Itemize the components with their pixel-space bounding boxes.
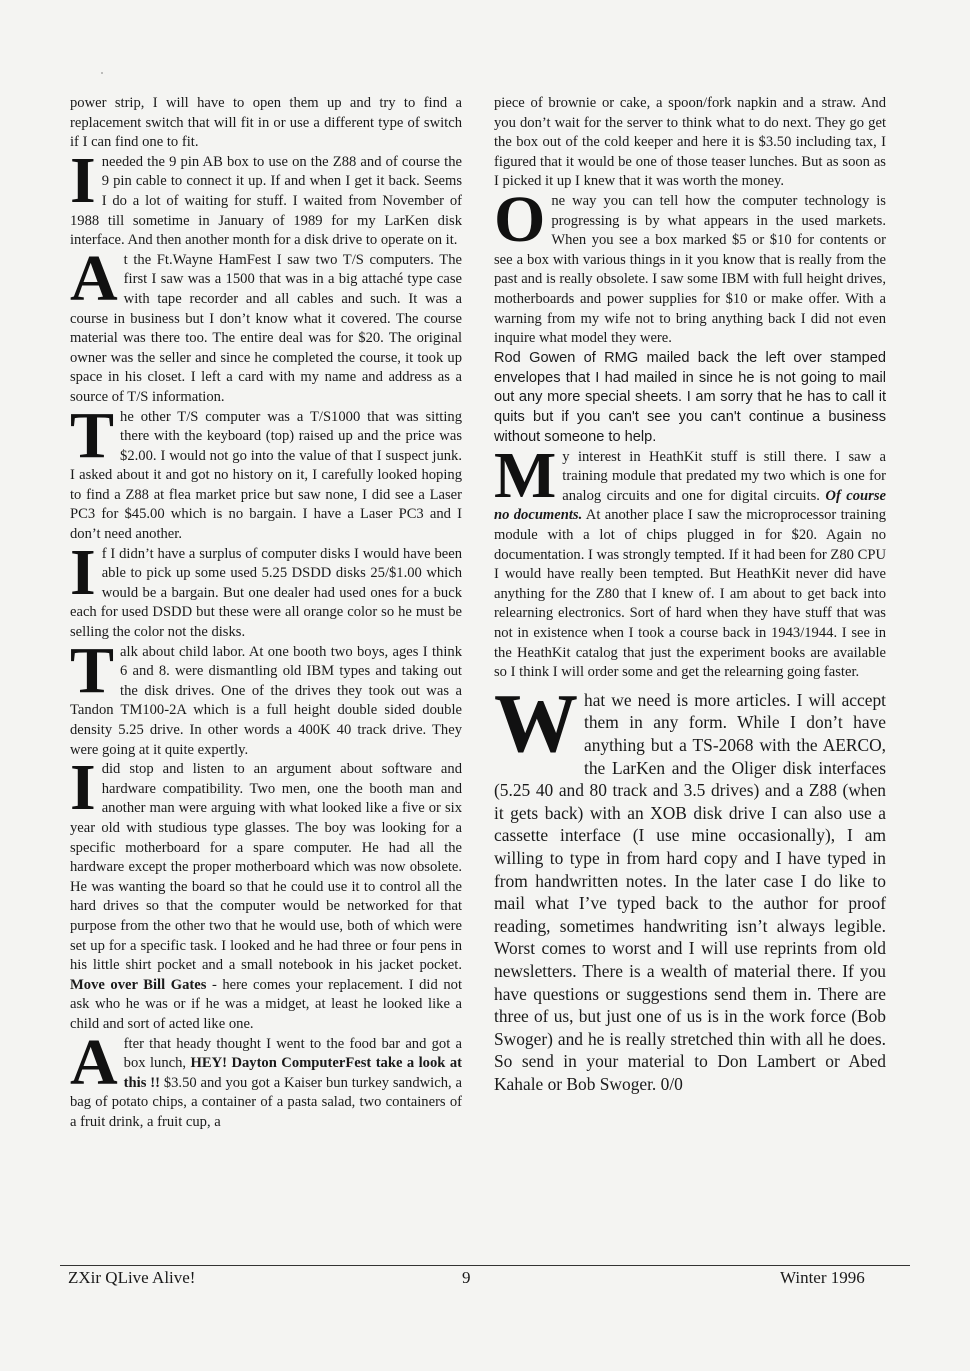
drop-cap: T: [70, 398, 115, 472]
drop-cap: T: [70, 633, 115, 707]
drop-cap: M: [494, 438, 557, 512]
paragraph-text: alk about child labor. At one booth two boys, ages I think 6 and 8. were dismantling old IBM types and taking out the disk drives. One of the drives they took out was a Tandon TM100-2A which is a full height double sided double density 5.25 drive. In other words a 400K 40 track drive. They were going at it quite expertly.: [70, 643, 462, 758]
bold-phrase: Move over Bill Gates: [70, 976, 207, 993]
drop-cap: A: [70, 1025, 118, 1099]
paragraph-text: did stop and listen to an argument about software and hardware compatibility. Two men, one the booth man and another man were arguing with what looked like a five or six year old with studious type glasses. The boy was looking for a specific motherboard for a spare computer. He had all the hardware except the proper motherboard which was now obsolete. He was wanting the board so that he could use it to control all the hard drives so that the computer would be networked for that purpose from the other two that he would use, both of which were set up for a specific task. I looked and he had three or four pens in his little shirt pocket and a small notebook in his jacket pocket.: [70, 761, 462, 974]
footer-issue: Winter 1996: [780, 1268, 865, 1287]
paragraph: piece of brownie or cake, a spoon/fork napkin and a straw. And you don’t wait for the server to think what to do next. They go get the box out of the cold keeper and here it is $3.50 including tax, I figured that it would be one of those teaser lunches. But as soon as I picked it up I knew that it was worth the money.: [494, 95, 886, 190]
page-number: 9: [462, 1268, 471, 1287]
paragraph-text: At another place I saw the microprocessor training module with a lot of chips plugged in for $20. Again no documentation. I was strongly tempted. If it had been for Z80 CPU I would have really been tempted. But HeathKit never did have anything for the Z80 that I knew of. I am about to get back into relearning electronics. Sort of hard when they have stuff that was not in existence when I took a course back in 1943/1944. I see in the HeathKit catalog that just the experiment books are available so I think I will order some and get the relearning going faster.: [494, 507, 887, 681]
paragraph: [70, 535, 462, 643]
footer-rule: [60, 1265, 910, 1266]
footer-publication: ZXir QLive Alive!: [68, 1268, 196, 1287]
italic-phrase: Of course no documents.: [494, 487, 887, 524]
paragraph: [494, 438, 887, 683]
paragraph: [70, 143, 462, 251]
paragraph-text: ne way you can tell how the computer technology is progressing is by what appears in the used markets. When you see a box marked $5 or $10 for contents or see a box with various things in it you know that is really from the past and is really obsolete. I saw some IBM with full height drives, motherboards and power supplies for $10 or make offer. With a warning from my wife not to bring anything back I did not even inquire what model they were.: [494, 192, 886, 347]
drop-cap: I: [70, 143, 96, 217]
paragraph-text: t the Ft.Wayne HamFest I saw two T/S computers. The first I saw was a 1500 that was in a big attaché type case with tape recorder and all cables and such. It was a course in business but I don’t know what it covered. The course material was there too. The entire deal was for $20. The original owner was the seller and since he completed the course, it took up space in his closet. I left a card with my name and address as a source of T/S information.: [70, 251, 462, 405]
scan-speck: [101, 72, 103, 74]
drop-cap: W: [494, 676, 578, 770]
paragraph-text: y interest in HeathKit stuff is still there. I saw a training module that predated my two which is one for analog circuits and one for digital circuits.: [562, 448, 886, 504]
drop-cap: A: [70, 241, 118, 315]
paragraph: [70, 398, 462, 545]
paragraph: [70, 241, 462, 408]
paragraph: Rod Gowen of RMG mailed back the left over stamped envelopes that I had mailed in since he is not going to mail out any more special sheets. I am sorry that he has to call it quits but if you can't see you can't continue a business without someone to help.: [494, 349, 886, 445]
paragraph: [494, 182, 886, 349]
paragraph-text: f I didn’t have a surplus of computer disks I would have been able to pick up some used 5.25 DSDD disks 25/$1.00 which would be a bargain. But one dealer had used ones for a buck each for used DSDD but these were all orange color so he must be selling the color not the disks.: [70, 545, 462, 641]
paragraph-text: - here comes your replacement. I did not ask who he was or if he was a midget, at least he looked like a child and sort of acted like one.: [70, 976, 462, 1032]
paragraph-text: fter that heady thought I went to the food bar and got a box lunch,: [123, 1035, 462, 1072]
paragraph: power strip, I will have to open them up and try to find a replacement switch that will fit in or use a different type of switch if I can find one to fit.: [70, 95, 462, 151]
drop-cap: I: [70, 535, 96, 609]
paragraph-text: $3.50 and you got a Kaiser bun turkey sandwich, a bag of potato chips, a container of a pasta salad, two containers of a fruit drink, a fruit cup, a: [70, 1074, 462, 1130]
left-column: [70, 94, 462, 1132]
paragraph-text: needed the 9 pin AB box to use on the Z88 and of course the 9 pin cable to connect it up. If and when I get it back. Seems I do a lot of waiting for stuff. I waited from November of 1988 till sometime in January of 1989 for my LarKen disk interface. And then another month for a disk drive to operate on it.: [70, 153, 462, 249]
drop-cap: I: [70, 751, 96, 825]
paragraph: [70, 1025, 462, 1133]
paragraph: [494, 676, 886, 1096]
drop-cap: O: [494, 182, 546, 256]
bold-phrase: HEY! Dayton ComputerFest take a look at this !!: [123, 1055, 462, 1091]
paragraph: [70, 633, 462, 761]
paragraph: [70, 751, 462, 1034]
paragraph-text: he other T/S computer was a T/S1000 that was sitting there with the keyboard (top) raised up and the price was $2.00. I would not go into the value of that I suspect junk. I asked about it and got no history on it, I carefully looked hoping to find a Z88 at flea market price but saw none, I did see a Laser PC3 for $45.00 which is no bargain. I have a Laser PC3 and I don’t need another.: [70, 408, 462, 543]
right-column: [494, 94, 886, 1096]
paragraph-text: hat we need is more articles. I will accept them in any form. While I don’t have anything but a TS-2068 with the AERCO, the LarKen and the Oliger disk interfaces (5.25 40 and 80 track and 3.5 drives) and a Z88 (when it gets back) with an XOB disk drive I can also use a cassette interface (I use mine occasionally), I am willing to type in from hard copy and I have typed in from handwritten notes. In the later case I do like to mail what I’ve typed back to the author for proof reading, sometimes handwriting isn’t always legible. Worst comes to worst and I will use reprints from old newsletters. There is a wealth of material there. If you have questions or suggestions send them in. There are three of us, but just one of us is in the work force (Bob Swoger) and he is really stretched thin with all he does. So send in your material to Don Lambert or Abed Kahale or Bob Swoger. 0/0: [494, 689, 886, 1094]
